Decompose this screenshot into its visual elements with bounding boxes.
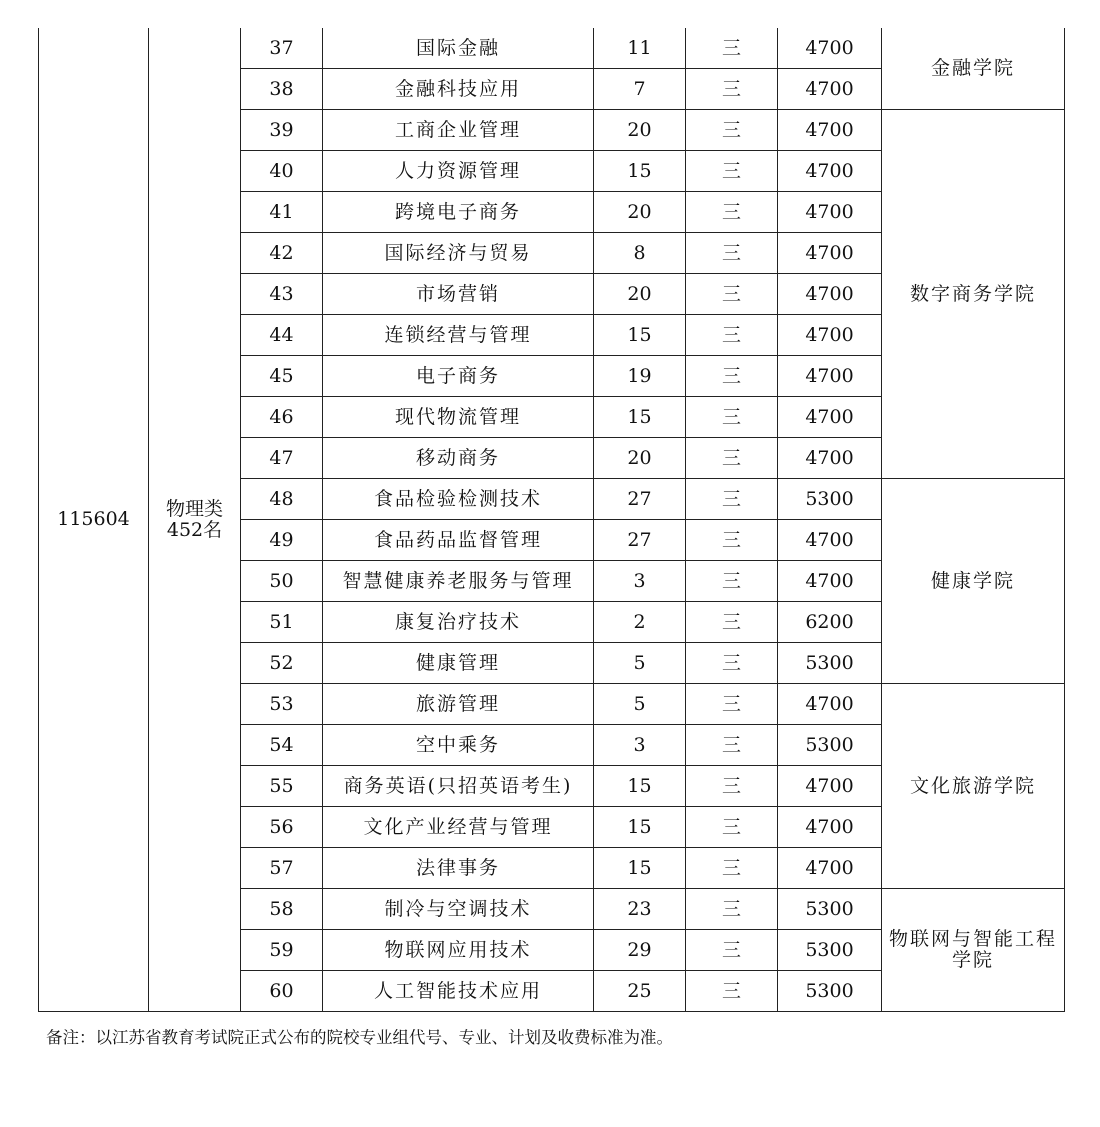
tuition-fee-cell: 4700 [778,274,882,315]
tuition-fee-cell: 4700 [778,315,882,356]
college-cell: 数字商务学院 [882,110,1065,479]
tuition-fee-cell: 4700 [778,848,882,889]
study-years-cell: 三 [686,520,778,561]
study-years-cell: 三 [686,438,778,479]
study-years-cell: 三 [686,192,778,233]
tuition-fee-cell: 4700 [778,110,882,151]
tuition-fee-cell: 5300 [778,479,882,520]
row-number-cell: 47 [241,438,323,479]
plan-count-cell: 5 [594,643,686,684]
study-years-cell: 三 [686,110,778,151]
tuition-fee-cell: 4700 [778,766,882,807]
study-years-cell: 三 [686,356,778,397]
plan-count-cell: 25 [594,971,686,1012]
row-number-cell: 43 [241,274,323,315]
row-number-cell: 57 [241,848,323,889]
table-row [39,28,1065,69]
row-number-cell: 58 [241,889,323,930]
college-cell: 金融学院 [882,28,1065,110]
major-name-cell: 金融科技应用 [323,69,594,110]
major-name-cell: 国际金融 [323,28,594,69]
major-name-cell: 电子商务 [323,356,594,397]
major-name-cell: 文化产业经营与管理 [323,807,594,848]
tuition-fee-cell: 4700 [778,684,882,725]
row-number-cell: 56 [241,807,323,848]
tuition-fee-cell: 4700 [778,233,882,274]
study-years-cell: 三 [686,930,778,971]
study-years-cell: 三 [686,28,778,69]
tuition-fee-cell: 4700 [778,520,882,561]
row-number-cell: 59 [241,930,323,971]
plan-count-cell: 8 [594,233,686,274]
row-number-cell: 44 [241,315,323,356]
major-name-cell: 智慧健康养老服务与管理 [323,561,594,602]
study-years-cell: 三 [686,643,778,684]
study-years-cell: 三 [686,807,778,848]
major-name-cell: 人力资源管理 [323,151,594,192]
major-name-cell: 食品检验检测技术 [323,479,594,520]
study-years-cell: 三 [686,315,778,356]
row-number-cell: 40 [241,151,323,192]
row-number-cell: 53 [241,684,323,725]
subject-group-cell: 物理类452名 [149,28,241,1012]
row-number-cell: 55 [241,766,323,807]
major-name-cell: 人工智能技术应用 [323,971,594,1012]
study-years-cell: 三 [686,766,778,807]
major-name-cell: 制冷与空调技术 [323,889,594,930]
study-years-cell: 三 [686,397,778,438]
tuition-fee-cell: 5300 [778,725,882,766]
plan-count-cell: 5 [594,684,686,725]
major-name-cell: 连锁经营与管理 [323,315,594,356]
major-name-cell: 商务英语(只招英语考生) [323,766,594,807]
plan-count-cell: 3 [594,561,686,602]
plan-count-cell: 29 [594,930,686,971]
study-years-cell: 三 [686,479,778,520]
row-number-cell: 50 [241,561,323,602]
plan-count-cell: 23 [594,889,686,930]
tuition-fee-cell: 4700 [778,69,882,110]
study-years-cell: 三 [686,233,778,274]
footnote: 备注：以江苏省教育考试院正式公布的院校专业组代号、专业、计划及收费标准为准。 [46,1028,673,1047]
plan-count-cell: 27 [594,520,686,561]
major-name-cell: 移动商务 [323,438,594,479]
row-number-cell: 60 [241,971,323,1012]
study-years-cell: 三 [686,684,778,725]
plan-count-cell: 20 [594,274,686,315]
tuition-fee-cell: 4700 [778,28,882,69]
plan-count-cell: 15 [594,315,686,356]
major-name-cell: 健康管理 [323,643,594,684]
row-number-cell: 45 [241,356,323,397]
tuition-fee-cell: 4700 [778,397,882,438]
tuition-fee-cell: 5300 [778,643,882,684]
college-cell: 文化旅游学院 [882,684,1065,889]
row-number-cell: 39 [241,110,323,151]
study-years-cell: 三 [686,725,778,766]
row-number-cell: 52 [241,643,323,684]
plan-count-cell: 11 [594,28,686,69]
plan-count-cell: 15 [594,766,686,807]
tuition-fee-cell: 5300 [778,930,882,971]
plan-count-cell: 20 [594,438,686,479]
major-name-cell: 现代物流管理 [323,397,594,438]
tuition-fee-cell: 4700 [778,561,882,602]
major-name-cell: 空中乘务 [323,725,594,766]
study-years-cell: 三 [686,69,778,110]
plan-count-cell: 7 [594,69,686,110]
row-number-cell: 51 [241,602,323,643]
major-name-cell: 食品药品监督管理 [323,520,594,561]
study-years-cell: 三 [686,561,778,602]
row-number-cell: 46 [241,397,323,438]
major-name-cell: 国际经济与贸易 [323,233,594,274]
plan-count-cell: 15 [594,397,686,438]
plan-count-cell: 20 [594,192,686,233]
tuition-fee-cell: 4700 [778,356,882,397]
major-name-cell: 跨境电子商务 [323,192,594,233]
plan-count-cell: 2 [594,602,686,643]
study-years-cell: 三 [686,151,778,192]
college-cell: 健康学院 [882,479,1065,684]
row-number-cell: 41 [241,192,323,233]
tuition-fee-cell: 6200 [778,602,882,643]
major-name-cell: 康复治疗技术 [323,602,594,643]
plan-count-cell: 3 [594,725,686,766]
study-years-cell: 三 [686,848,778,889]
enrollment-plan-table [38,28,1065,1012]
study-years-cell: 三 [686,602,778,643]
school-code-cell: 115604 [39,28,149,1012]
plan-count-cell: 20 [594,110,686,151]
study-years-cell: 三 [686,274,778,315]
tuition-fee-cell: 5300 [778,971,882,1012]
major-name-cell: 市场营销 [323,274,594,315]
tuition-fee-cell: 4700 [778,192,882,233]
row-number-cell: 49 [241,520,323,561]
row-number-cell: 42 [241,233,323,274]
tuition-fee-cell: 4700 [778,807,882,848]
major-name-cell: 工商企业管理 [323,110,594,151]
row-number-cell: 38 [241,69,323,110]
plan-count-cell: 15 [594,151,686,192]
study-years-cell: 三 [686,889,778,930]
major-name-cell: 法律事务 [323,848,594,889]
tuition-fee-cell: 4700 [778,438,882,479]
major-name-cell: 物联网应用技术 [323,930,594,971]
plan-count-cell: 15 [594,848,686,889]
row-number-cell: 54 [241,725,323,766]
row-number-cell: 37 [241,28,323,69]
plan-count-cell: 19 [594,356,686,397]
row-number-cell: 48 [241,479,323,520]
major-name-cell: 旅游管理 [323,684,594,725]
plan-count-cell: 15 [594,807,686,848]
plan-count-cell: 27 [594,479,686,520]
tuition-fee-cell: 4700 [778,151,882,192]
college-cell: 物联网与智能工程学院 [882,889,1065,1012]
study-years-cell: 三 [686,971,778,1012]
tuition-fee-cell: 5300 [778,889,882,930]
